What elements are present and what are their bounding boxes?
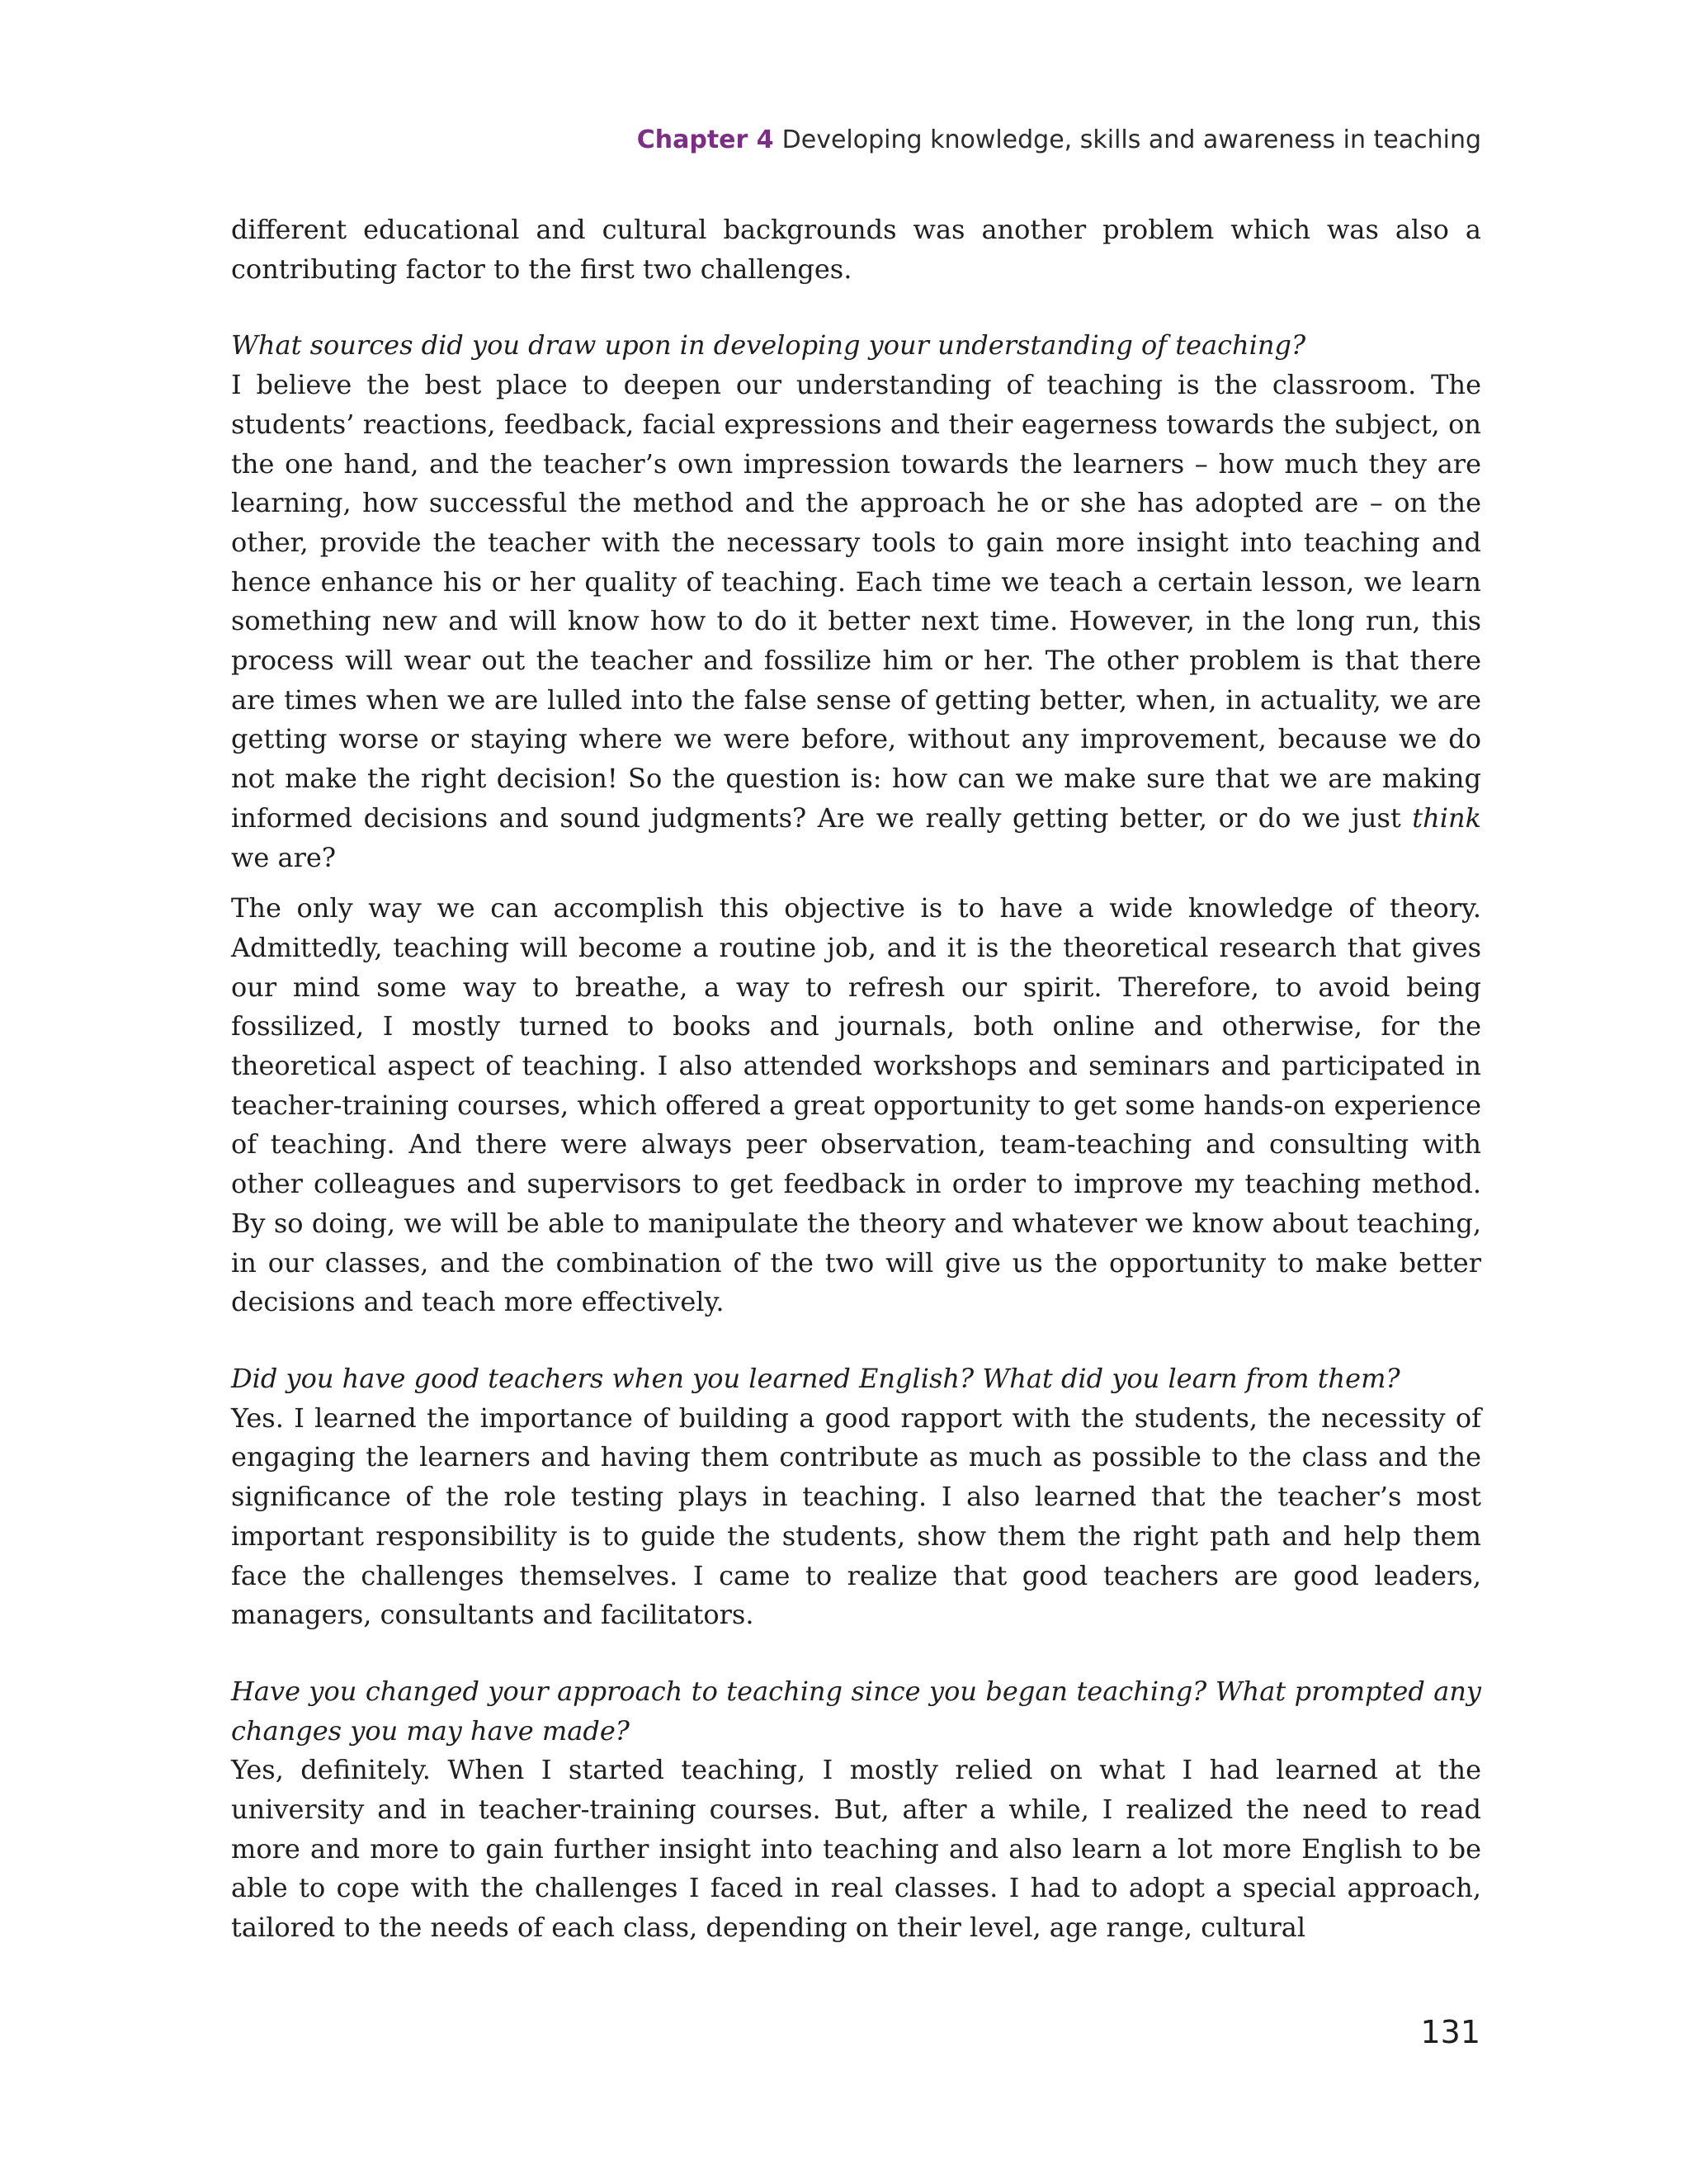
answer-approach: Yes, definitely. When I started teaching, I mostly relied on what I had learned at the university and in teacher-training courses. But, after a while, I realized the need to read more and more to gain further insight into teaching and also learn a lot more English to be able to cope with the challenges I faced in real classes. I had to adopt a special approach, tailored to the needs of each class, depending on their level, age range, cultural bbox=[231, 1754, 1481, 1944]
running-header bbox=[637, 125, 1481, 154]
paragraph-theory: The only way we can accomplish this objective is to have a wide knowledge of theory. Admittedly, teaching will become a routine job, and it is the theoretical research that gives our mind some way to breathe, a way to refresh our spirit. Therefore, to avoid being fossilized, I mostly turned to books and journals, both online and otherwise, for the theoretical aspect of teaching. I also attended workshops and seminars and participated in teacher-training courses, which offered a great opportunity to get some hands-on experience of teaching. And there were always peer observation, team-teaching and consulting with other colleagues and supervisors to get feedback in order to improve my teaching method. By so doing, we will be able to manipulate the theory and whatever we know about teaching, in our classes, and the combination of the two will give us the opportunity to make better decisions and teach more effectively. bbox=[231, 892, 1481, 1318]
answer-sources bbox=[231, 366, 1481, 877]
answer-sources-end: we are? bbox=[231, 841, 336, 873]
page-body bbox=[231, 210, 1481, 1948]
chapter-title: Developing knowledge, skills and awareness in teaching bbox=[781, 125, 1481, 154]
paragraph-continuation: different educational and cultural backgrounds was another problem which was also a contributing factor to the first two challenges. bbox=[231, 214, 1481, 285]
page-number: 131 bbox=[1420, 2014, 1480, 2050]
chapter-label: Chapter 4 bbox=[636, 125, 774, 154]
answer-teachers: Yes. I learned the importance of building a good rapport with the students, the necessity of engaging the learners and having them contribute as much as possible to the class and the significance of the role testing plays in teaching. I also learned that the teacher’s most important responsibility is to guide the students, show them the right path and help them face the challenges themselves. I came to realize that good teachers are good leaders, managers, consultants and facilitators. bbox=[231, 1402, 1481, 1631]
emphasis-think: think bbox=[1412, 801, 1481, 834]
interview-question-sources: What sources did you draw upon in developing your understanding of teaching? bbox=[231, 329, 1306, 362]
interview-question-approach: Have you changed your approach to teaching since you began teaching? What prompted any changes you may have made? bbox=[231, 1675, 1481, 1747]
answer-sources-text: I believe the best place to deepen our understanding of teaching is the classroom. The students’ reactions, feedback, facial expressions and their eagerness towards the subject, on the one hand, and the teacher’s own impression towards the learners – how much they are learning, how successful the method and the approach he or she has adopted are – on the other, provide the teacher with the necessary tools to gain more insight into teaching and hence enhance his or her quality of teaching. Each time we teach a certain lesson, we learn something new and will know how to do it better next time. However, in the long run, this process will wear out the teacher and fossilize him or her. The other problem is that there are times when we are lulled into the false sense of getting better, when, in actuality, we are getting worse or staying where we were before, without any improvement, because we do not make the right decision! So the question is: how can we make sure that we are making informed decisions and sound judgments? Are we really getting better, or do we just bbox=[231, 369, 1481, 834]
interview-question-teachers: Did you have good teachers when you learned English? What did you learn from them? bbox=[231, 1362, 1400, 1394]
